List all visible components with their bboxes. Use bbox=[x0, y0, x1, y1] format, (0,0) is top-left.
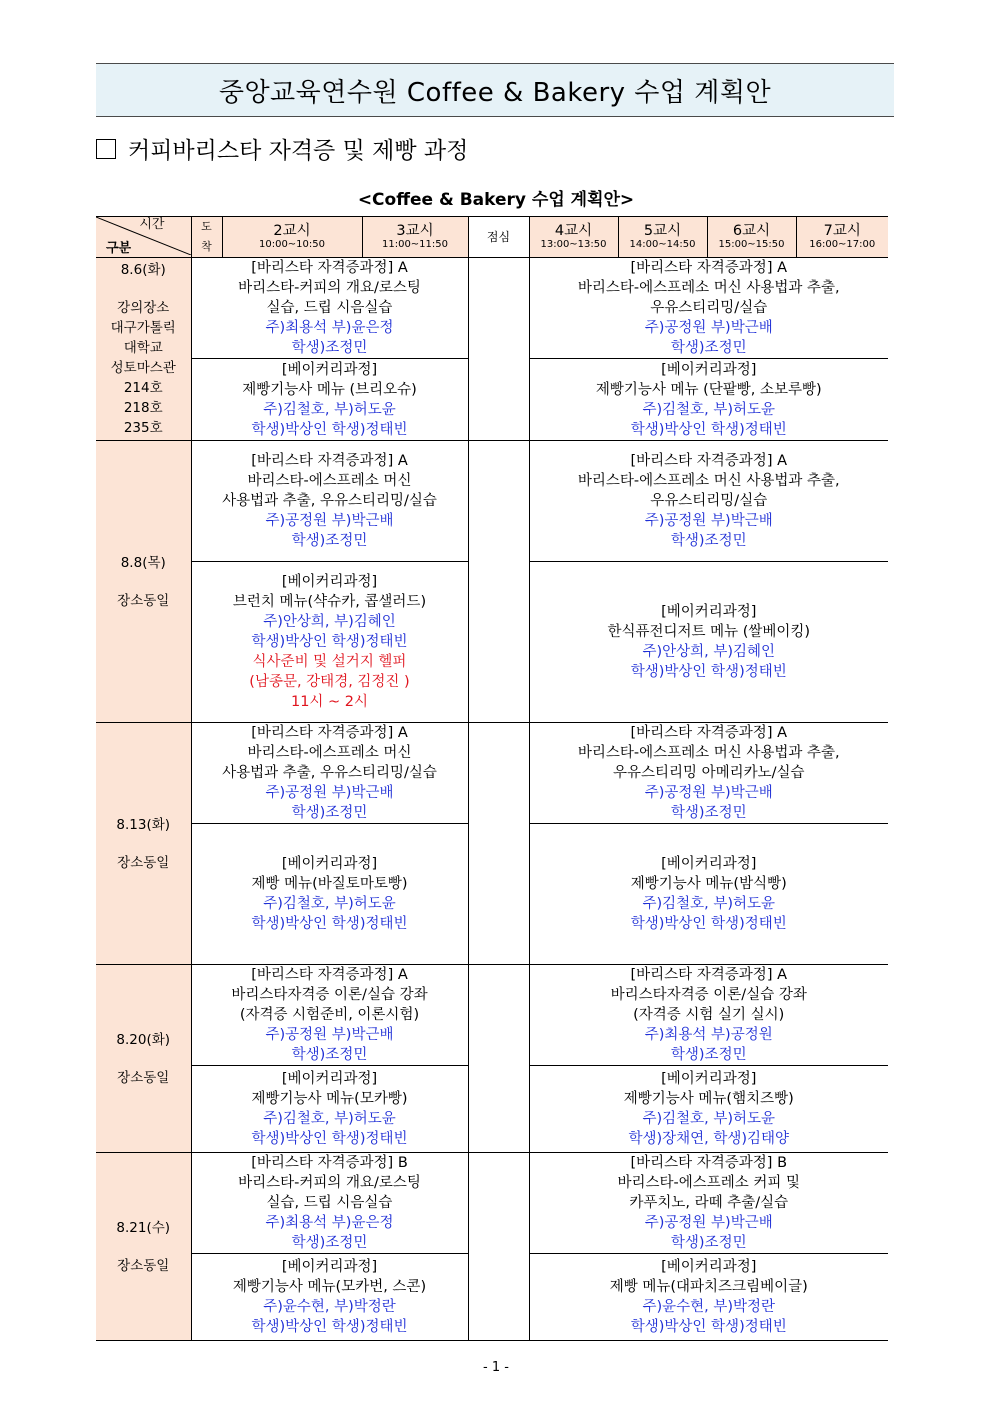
class-topic: 바리스타-커피의 개요/로스팅 bbox=[238, 280, 421, 296]
date-cell bbox=[96, 441, 191, 723]
class-cell bbox=[191, 1153, 468, 1254]
students: 학생)박상인 학생)정태빈 bbox=[251, 916, 408, 932]
class-cell bbox=[529, 441, 888, 562]
instructors: 주)김철호, 부)허도윤 bbox=[263, 1111, 396, 1127]
students: 학생)조정민 bbox=[670, 533, 747, 549]
date-label: 8.6(화) bbox=[120, 262, 166, 278]
class-topic: 우유스티리밍/실습 bbox=[650, 493, 768, 509]
place-line: 218호 bbox=[123, 400, 163, 416]
class-topic: 바리스타-에스프레소 머신 bbox=[247, 473, 412, 489]
class-cell bbox=[529, 359, 888, 441]
class-topic: 한식퓨전디저트 메뉴 (쌀베이킹) bbox=[607, 624, 811, 640]
period-time: 16:00~17:00 bbox=[809, 239, 876, 250]
instructors: 주)김철호, 부)허도윤 bbox=[642, 896, 776, 912]
instructors: 주)최용석 부)윤은정 bbox=[265, 320, 394, 336]
lunch-header: 점심 bbox=[468, 217, 529, 258]
students: 학생)박상인 학생)정태빈 bbox=[251, 1319, 408, 1335]
corner-time-label: 시간 bbox=[139, 217, 165, 232]
course-name: [바리스타 자격증과정] A bbox=[251, 260, 408, 276]
class-topic: 실습, 드립 시음실습 bbox=[266, 1195, 393, 1211]
students: 학생)장채연, 학생)김태양 bbox=[628, 1131, 790, 1147]
course-name: [베이커리과정] bbox=[281, 856, 378, 872]
lunch-cell bbox=[468, 1153, 529, 1341]
instructors: 주)김철호, 부)허도윤 bbox=[642, 401, 776, 418]
course-name: [바리스타 자격증과정] B bbox=[630, 1155, 788, 1171]
date-cell bbox=[96, 965, 191, 1153]
period-header bbox=[222, 217, 362, 258]
arrival-header bbox=[191, 217, 222, 258]
place-label: 장소동일 bbox=[117, 1069, 170, 1086]
students: 학생)조정민 bbox=[670, 1047, 747, 1063]
class-cell bbox=[191, 824, 468, 965]
class-cell bbox=[529, 1153, 888, 1254]
course-name: [베이커리과정] bbox=[661, 361, 757, 378]
corner-header bbox=[96, 217, 191, 258]
place-label: 장소동일 bbox=[117, 592, 170, 609]
students: 학생)조정민 bbox=[670, 805, 747, 821]
students: 학생)박상인 학생)정태빈 bbox=[251, 421, 408, 438]
students: 학생)박상인 학생)정태빈 bbox=[630, 421, 787, 438]
lunch-cell bbox=[468, 965, 529, 1153]
course-name: [베이커리과정] bbox=[661, 1071, 757, 1087]
class-cell bbox=[529, 1254, 888, 1341]
instructors: 주)공정원 부)박근배 bbox=[644, 513, 773, 529]
schedule-row-barista bbox=[96, 441, 888, 562]
period-label: 4교시 bbox=[554, 223, 593, 239]
course-name: [바리스타 자격증과정] A bbox=[630, 260, 787, 276]
period-header bbox=[707, 217, 796, 258]
class-topic: (자격증 시험 실기 실시) bbox=[633, 1007, 785, 1023]
period-label: 5교시 bbox=[643, 223, 682, 239]
class-topic: 바리스타-에스프레소 머신 bbox=[247, 745, 412, 761]
place-line: 214호 bbox=[123, 380, 163, 396]
course-name: [바리스타 자격증과정] A bbox=[251, 453, 408, 469]
course-name: [베이커리과정] bbox=[661, 1259, 757, 1275]
class-cell bbox=[191, 1066, 468, 1153]
course-name: [바리스타 자격증과정] A bbox=[251, 967, 408, 983]
schedule-row-barista bbox=[96, 723, 888, 824]
class-topic: 바리스타-에스프레소 머신 사용법과 추출, bbox=[577, 745, 840, 761]
class-topic: 카푸치노, 라떼 추출/실습 bbox=[629, 1195, 789, 1211]
date-cell bbox=[96, 723, 191, 965]
students: 학생)조정민 bbox=[291, 340, 368, 356]
class-cell bbox=[529, 824, 888, 965]
lunch-cell bbox=[468, 441, 529, 723]
period-header bbox=[618, 217, 707, 258]
class-cell bbox=[191, 965, 468, 1066]
instructors: 주)안상희, 부)김혜인 bbox=[263, 614, 396, 630]
helper-note: 식사준비 및 설거지 헬퍼 bbox=[252, 654, 407, 670]
class-cell bbox=[191, 258, 468, 359]
schedule-row-barista bbox=[96, 965, 888, 1066]
date-cell bbox=[96, 258, 191, 441]
section-heading bbox=[96, 132, 468, 165]
place-line: 235호 bbox=[123, 420, 163, 436]
class-cell bbox=[191, 441, 468, 562]
period-time: 15:00~15:50 bbox=[718, 239, 785, 250]
instructors: 주)김철호, 부)허도윤 bbox=[642, 1111, 776, 1127]
page-number: - 1 - bbox=[483, 1360, 509, 1375]
instructors: 주)공정원 부)박근배 bbox=[644, 1215, 773, 1231]
instructors: 주)공정원 부)박근배 bbox=[644, 785, 773, 801]
students: 학생)조정민 bbox=[670, 340, 747, 356]
course-name: [베이커리과정] bbox=[661, 856, 757, 872]
class-topic: 브런치 메뉴(샥슈카, 콥샐러드) bbox=[232, 594, 427, 610]
place-line: 강의장소 bbox=[117, 300, 170, 316]
class-topic: 우유스티리밍/실습 bbox=[650, 300, 768, 316]
date-label: 8.21(수) bbox=[116, 1219, 171, 1236]
schedule-row-barista bbox=[96, 1153, 888, 1254]
instructors: 주)공정원 부)박근배 bbox=[265, 513, 394, 529]
instructors: 주)윤수현, 부)박정란 bbox=[642, 1299, 776, 1315]
instructors: 주)안상희, 부)김혜인 bbox=[642, 644, 776, 660]
class-topic: 바리스타-에스프레소 머신 사용법과 추출, bbox=[577, 280, 840, 296]
course-name: [바리스타 자격증과정] A bbox=[630, 453, 787, 469]
instructors: 주)공정원 부)박근배 bbox=[265, 785, 394, 801]
instructors: 주)최용석 부)윤은정 bbox=[265, 1215, 394, 1231]
date-label: 8.13(화) bbox=[116, 816, 171, 833]
class-topic: 제빵기능사 메뉴(모카빵) bbox=[251, 1091, 408, 1107]
period-label: 6교시 bbox=[732, 223, 771, 239]
course-name: [바리스타 자격증과정] A bbox=[630, 725, 787, 741]
class-cell bbox=[529, 723, 888, 824]
students: 학생)조정민 bbox=[291, 1235, 368, 1251]
course-name: [베이커리과정] bbox=[281, 1259, 378, 1275]
class-cell bbox=[191, 723, 468, 824]
period-time: 10:00~10:50 bbox=[258, 239, 325, 250]
class-topic: 제빵기능사 메뉴 (단팥빵, 소보루빵) bbox=[595, 381, 822, 398]
schedule-row-barista bbox=[96, 258, 888, 359]
class-topic: 사용법과 추출, 우유스티리밍/실습 bbox=[222, 765, 437, 781]
helper-names: (남종문, 강태경, 김정진 ) bbox=[249, 674, 410, 690]
instructors: 주)공정원 부)박근배 bbox=[265, 1027, 394, 1043]
date-label: 8.8(목) bbox=[120, 554, 166, 571]
class-topic: (자격증 시험준비, 이론시험) bbox=[239, 1007, 420, 1023]
lunch-cell bbox=[468, 258, 529, 441]
place-label: 장소동일 bbox=[117, 1257, 170, 1274]
class-topic: 바리스타자격증 이론/실습 강좌 bbox=[610, 987, 807, 1003]
class-topic: 제빵 메뉴(바질토마토빵) bbox=[251, 876, 408, 892]
place-line: 대구가톨릭 bbox=[110, 320, 176, 336]
class-topic: 제빵기능사 메뉴 (브리오슈) bbox=[242, 381, 417, 398]
students: 학생)박상인 학생)정태빈 bbox=[251, 1131, 408, 1147]
class-cell bbox=[529, 1066, 888, 1153]
course-name: [베이커리과정] bbox=[661, 604, 757, 620]
course-name: [바리스타 자격증과정] B bbox=[251, 1155, 408, 1171]
period-label: 7교시 bbox=[823, 223, 861, 239]
header-row bbox=[96, 217, 888, 258]
class-cell bbox=[529, 258, 888, 359]
class-topic: 바리스타-에스프레소 커피 및 bbox=[617, 1175, 801, 1191]
class-cell bbox=[191, 359, 468, 441]
period-time: 14:00~14:50 bbox=[629, 239, 696, 250]
class-topic: 제빵기능사 메뉴(밤식빵) bbox=[630, 876, 787, 892]
place-line: 성토마스관 bbox=[110, 360, 176, 376]
class-topic: 제빵기능사 메뉴(햄치즈빵) bbox=[623, 1091, 794, 1107]
class-cell bbox=[191, 562, 468, 723]
course-name: [베이커리과정] bbox=[281, 361, 378, 378]
instructors: 주)윤수현, 부)박정란 bbox=[263, 1299, 396, 1315]
period-time: 13:00~13:50 bbox=[540, 239, 607, 250]
period-time: 11:00~11:50 bbox=[381, 239, 448, 250]
place-label: 장소동일 bbox=[117, 854, 170, 871]
checkbox-icon bbox=[96, 139, 116, 159]
date-label: 8.20(화) bbox=[116, 1031, 171, 1048]
class-topic: 바리스타-에스프레소 머신 사용법과 추출, bbox=[577, 473, 840, 489]
period-label: 2교시 bbox=[273, 223, 311, 239]
course-name: [베이커리과정] bbox=[281, 574, 378, 590]
class-topic: 우유스티리밍 아메리카노/실습 bbox=[612, 765, 805, 781]
document-title-text: 중앙교육연수원 Coffee & Bakery 수업 계획안 bbox=[218, 77, 772, 108]
students: 학생)조정민 bbox=[291, 805, 368, 821]
instructors: 주)김철호, 부)허도윤 bbox=[263, 401, 396, 418]
instructors: 주)공정원 부)박근배 bbox=[644, 320, 773, 336]
helper-time: 11시 ~ 2시 bbox=[290, 694, 369, 710]
section-heading-text: 커피바리스타 자격증 및 제빵 과정 bbox=[128, 138, 469, 164]
date-cell bbox=[96, 1153, 191, 1341]
period-header bbox=[796, 217, 888, 258]
document-title bbox=[96, 63, 894, 117]
instructors: 주)최용석 부)공정원 bbox=[644, 1027, 773, 1043]
class-topic: 제빵기능사 메뉴(모카번, 스콘) bbox=[232, 1279, 427, 1295]
class-topic: 실습, 드립 시음실습 bbox=[266, 300, 393, 316]
students: 학생)박상인 학생)정태빈 bbox=[630, 916, 787, 932]
place-line: 대학교 bbox=[123, 340, 163, 356]
period-label: 3교시 bbox=[396, 223, 434, 239]
class-topic: 사용법과 추출, 우유스티리밍/실습 bbox=[222, 493, 437, 509]
class-cell bbox=[529, 965, 888, 1066]
arrival-label-2: 착 bbox=[201, 240, 212, 253]
students: 학생)박상인 학생)정태빈 bbox=[251, 634, 408, 650]
instructors: 주)김철호, 부)허도윤 bbox=[263, 896, 396, 912]
period-header bbox=[529, 217, 618, 258]
class-cell bbox=[191, 1254, 468, 1341]
students: 학생)박상인 학생)정태빈 bbox=[630, 664, 787, 680]
class-cell bbox=[529, 562, 888, 723]
lunch-cell bbox=[468, 723, 529, 965]
class-topic: 바리스타-커피의 개요/로스팅 bbox=[238, 1175, 421, 1191]
period-header bbox=[362, 217, 468, 258]
students: 학생)박상인 학생)정태빈 bbox=[630, 1319, 787, 1335]
arrival-label-1: 도 bbox=[201, 220, 212, 233]
class-topic: 제빵 메뉴(대파치즈크림베이글) bbox=[609, 1279, 808, 1295]
students: 학생)조정민 bbox=[291, 533, 368, 549]
corner-division-label: 구분 bbox=[106, 241, 132, 256]
class-topic: 바리스타자격증 이론/실습 강좌 bbox=[231, 987, 428, 1003]
students: 학생)조정민 bbox=[670, 1235, 747, 1251]
students: 학생)조정민 bbox=[291, 1047, 368, 1063]
course-name: [베이커리과정] bbox=[281, 1071, 378, 1087]
course-name: [바리스타 자격증과정] A bbox=[251, 725, 408, 741]
schedule-table bbox=[96, 216, 888, 1341]
table-caption: <Coffee & Bakery 수업 계획안> bbox=[357, 190, 635, 210]
course-name: [바리스타 자격증과정] A bbox=[630, 967, 787, 983]
